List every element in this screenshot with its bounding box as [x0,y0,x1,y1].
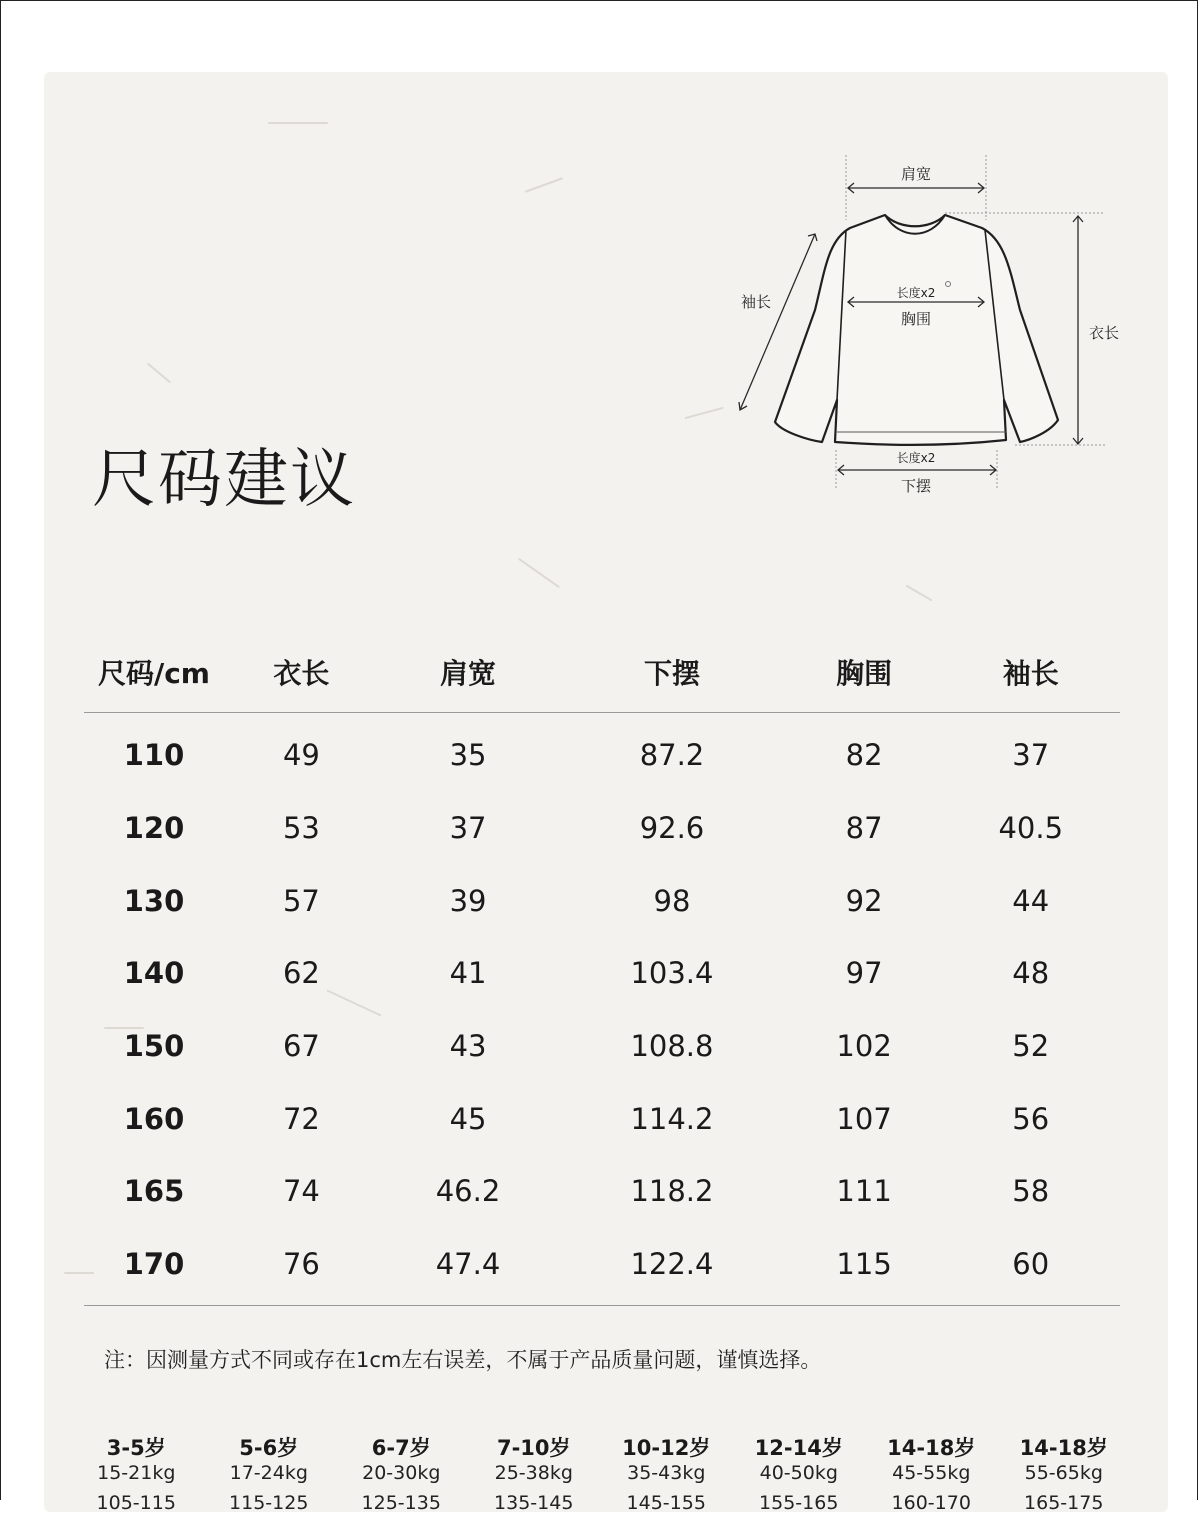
size-cell: 130 [123,883,185,918]
hem-cell: 87.2 [639,738,705,773]
page-title: 尺码建议 [92,443,356,517]
sleeve-cell: 40.5 [998,811,1064,846]
height-range: 105-115 [96,1492,176,1514]
shoulder-label: 肩宽 [900,165,932,183]
header-chest: 胸围 [787,632,942,713]
table-row [84,713,1120,792]
weight-range: 45-55kg [892,1462,971,1484]
chest-cell: 111 [836,1174,892,1209]
age-guide-item [70,1432,203,1514]
weight-range: 35-43kg [627,1462,706,1484]
hem-note-label: 长度x2 [896,451,936,465]
chest-cell: 82 [845,738,883,773]
header-sleeve: 袖长 [942,632,1121,713]
weight-range: 20-30kg [362,1462,441,1484]
chest-cell: 107 [836,1101,892,1136]
shoulder-cell: 39 [449,883,487,918]
sleeve-cell: 58 [1012,1174,1050,1209]
chest-cell: 92 [845,883,883,918]
height-range: 115-125 [229,1492,309,1514]
measurement-note: 注：因测量方式不同或存在1cm左右误差，不属于产品质量问题，谨慎选择。 [104,1348,822,1372]
chest-cell: 102 [836,1029,892,1064]
shoulder-cell: 41 [449,956,487,991]
hem-label: 下摆 [900,477,932,495]
age-guide-item [335,1432,468,1514]
height-range: 160-170 [891,1492,971,1514]
chest-cell: 97 [845,956,883,991]
table-row [84,1228,1120,1305]
weight-range: 17-24kg [229,1462,308,1484]
table-row [84,937,1120,1010]
weight-range: 25-38kg [494,1462,573,1484]
sweatshirt-measurement-illustration [720,150,1140,510]
age-range: 12-14岁 [754,1436,843,1460]
length-cell: 62 [282,956,320,991]
body-length-label: 衣长 [1088,324,1120,342]
chest-cell: 115 [787,1228,942,1305]
age-guide-item [468,1432,601,1514]
header-size: 尺码/cm [84,632,224,713]
size-cell: 170 [84,1228,224,1305]
height-range: 165-175 [1024,1492,1104,1514]
age-guide-item [203,1432,336,1514]
sleeve-cell: 48 [1012,956,1050,991]
height-range: 135-145 [494,1492,574,1514]
hem-cell: 103.4 [630,956,714,991]
length-cell: 74 [282,1174,320,1209]
size-cell: 165 [123,1174,185,1209]
size-table-header [84,632,1120,713]
hem-cell: 108.8 [630,1029,714,1064]
age-guide-item [733,1432,866,1514]
shoulder-cell: 47.4 [379,1228,557,1305]
chest-note-label: 长度x2 [896,286,936,300]
age-guide [70,1432,1130,1514]
garment-diagram [720,150,1140,510]
height-range: 145-155 [626,1492,706,1514]
size-cell: 160 [123,1101,185,1136]
sleeve-cell: 60 [942,1228,1121,1305]
table-row [84,1010,1120,1083]
table-row [84,1155,1120,1228]
table-row [84,1082,1120,1155]
size-cell: 120 [123,811,185,846]
age-guide-item [998,1432,1131,1514]
size-cell: 150 [123,1029,185,1064]
sleeve-cell: 56 [1012,1101,1050,1136]
weight-range: 40-50kg [759,1462,838,1484]
hem-cell: 114.2 [630,1101,714,1136]
age-range: 3-5岁 [106,1436,166,1460]
length-cell: 72 [282,1101,320,1136]
shoulder-cell: 43 [449,1029,487,1064]
chest-label: 胸围 [900,310,932,328]
chest-cell: 87 [845,811,883,846]
weight-range: 55-65kg [1024,1462,1103,1484]
sleeve-cell: 52 [1012,1029,1050,1064]
hem-cell: 122.4 [557,1228,786,1305]
age-range: 6-7岁 [371,1436,431,1460]
length-cell: 76 [224,1228,379,1305]
sleeve-cell: 44 [1012,883,1050,918]
size-cell: 140 [123,956,185,991]
height-range: 125-135 [361,1492,441,1514]
hem-cell: 118.2 [630,1174,714,1209]
sleeve-cell: 37 [1012,738,1050,773]
age-range: 14-18岁 [887,1436,976,1460]
size-cell: 110 [123,738,185,773]
length-cell: 67 [282,1029,320,1064]
age-range: 7-10岁 [496,1436,571,1460]
height-range: 155-165 [759,1492,839,1514]
age-range: 5-6岁 [239,1436,299,1460]
table-row [84,864,1120,937]
length-cell: 57 [282,883,320,918]
size-table [84,632,1120,1306]
header-length: 衣长 [224,632,379,713]
hem-cell: 98 [653,883,691,918]
age-range: 14-18岁 [1019,1436,1108,1460]
length-cell: 49 [282,738,320,773]
sleeve-label: 袖长 [740,293,772,311]
header-hem: 下摆 [557,632,786,713]
shoulder-cell: 35 [449,738,487,773]
length-cell: 53 [282,811,320,846]
shoulder-cell: 45 [449,1101,487,1136]
table-row [84,792,1120,865]
header-shoulder: 肩宽 [379,632,557,713]
weight-range: 15-21kg [97,1462,176,1484]
age-range: 10-12岁 [622,1436,711,1460]
age-guide-item [865,1432,998,1514]
hem-cell: 92.6 [639,811,705,846]
shoulder-cell: 37 [449,811,487,846]
age-guide-item [600,1432,733,1514]
shoulder-cell: 46.2 [435,1174,501,1209]
